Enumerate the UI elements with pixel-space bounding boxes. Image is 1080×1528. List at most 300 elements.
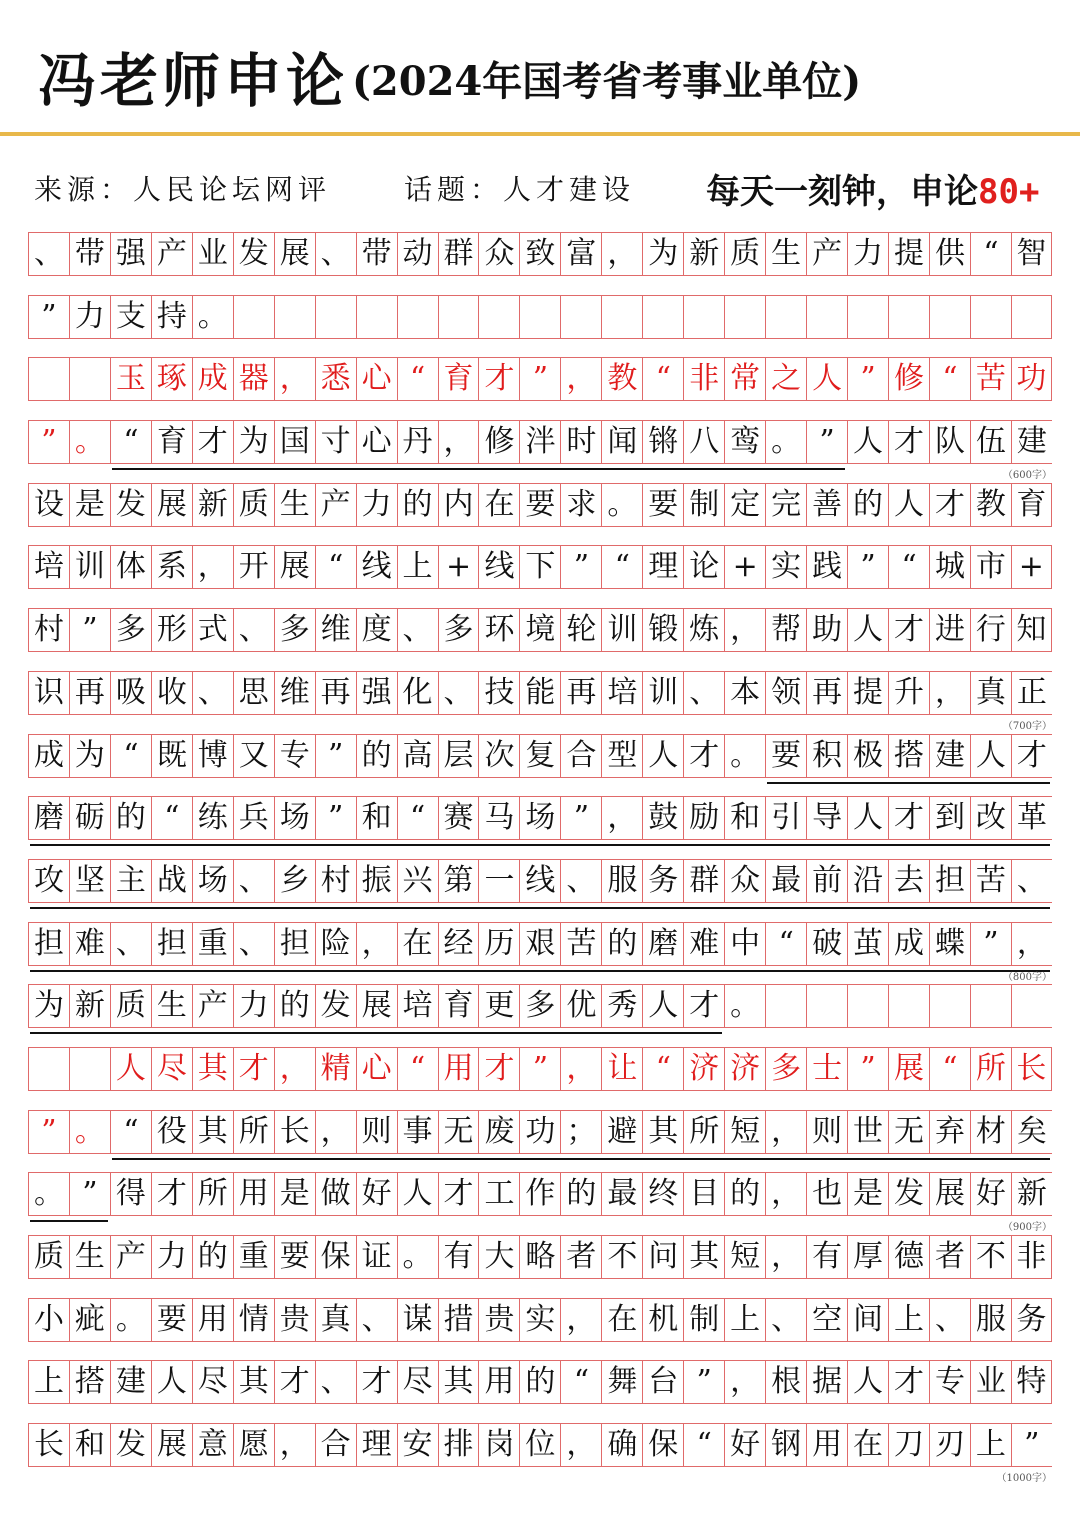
grid-cell [478,295,519,339]
grid-cell: 贵 [274,1298,315,1342]
grid-cell: 担 [929,859,970,903]
grid-cell: 导 [806,796,847,840]
grid-cell: 贵 [478,1298,519,1342]
grid-cell: 多 [110,608,151,652]
grid-cell: 问 [642,1235,683,1279]
grid-cell: 展 [356,984,397,1028]
word-count-marker: （600字） [1002,470,1052,482]
grid-cell: 所 [970,1047,1011,1091]
grid-cell: 的 [847,483,888,527]
grid-cell: 练 [192,796,233,840]
grid-cell: 改 [970,796,1011,840]
grid-cell [274,295,315,339]
grid-cell: ” [1011,1423,1052,1467]
grid-cell: 复 [519,734,560,778]
grid-cell: 、 [233,859,274,903]
grid-cell: 的 [397,483,438,527]
grid-cell: 排 [438,1423,479,1467]
grid-cell: 城 [929,545,970,589]
grid-cell: 、 [315,232,356,276]
grid-cell: 市 [970,545,1011,589]
grid-row [28,1235,1052,1279]
grid-cell: “ [151,796,192,840]
grid-cell: ” [315,734,356,778]
grid-cell: 苦 [560,922,601,966]
grid-cell: “ [642,357,683,401]
grid-cell: 次 [478,734,519,778]
grid-cell: 服 [601,859,642,903]
grid-row [28,1172,1052,1234]
grid-cell: 才 [683,984,724,1028]
grid-cell: 型 [601,734,642,778]
grid-cell: 砺 [69,796,110,840]
grid-cell: 要 [151,1298,192,1342]
grid-cell: 让 [601,1047,642,1091]
grid-cell: 岗 [478,1423,519,1467]
grid-cell [765,984,806,1028]
grid-cell: 济 [683,1047,724,1091]
grid-cell: 则 [356,1110,397,1154]
grid-cell: 磨 [28,796,69,840]
grid-cell: 前 [806,859,847,903]
grid-cell: 、 [560,859,601,903]
grid-cell: 和 [724,796,765,840]
grid-cell: 也 [806,1172,847,1216]
grid-cell: “ [560,1360,601,1404]
grid-cell: 刃 [929,1423,970,1467]
underline [112,1158,1050,1160]
grid-cell: 国 [274,420,315,464]
grid-cell: 励 [683,796,724,840]
grid-cell: “ [397,796,438,840]
grid-cell: ” [560,545,601,589]
grid-cell: 进 [929,608,970,652]
grid-cell: 大 [478,1235,519,1279]
grid-cell: 担 [151,922,192,966]
grid-cell: 去 [888,859,929,903]
grid-cell: 生 [274,483,315,527]
grid-cell: 。 [110,1298,151,1342]
grid-cell [69,1047,110,1091]
grid-cell: 、 [110,922,151,966]
grid-cell: 本 [724,671,765,715]
grid-cell: ， [601,232,642,276]
grid-cell: 的 [356,734,397,778]
grid-cell: 修 [888,357,929,401]
grid-cell: 最 [601,1172,642,1216]
grid-cell: 支 [110,295,151,339]
grid-cell: “ [929,357,970,401]
grid-cell: ” [28,420,69,464]
essay-grid [28,232,1052,1486]
grid-cell: ” [69,608,110,652]
grid-cell: ， [560,1298,601,1342]
grid-cell: 得 [110,1172,151,1216]
grid-cell: + [438,545,479,589]
grid-cell: 再 [315,671,356,715]
grid-cell: 真 [315,1298,356,1342]
grid-cell: 智 [1011,232,1052,276]
grid-cell: 上 [970,1423,1011,1467]
grid-cell: 实 [765,545,806,589]
grid-cell: 产 [110,1235,151,1279]
grid-cell: 工 [478,1172,519,1216]
grid-cell: 正 [1011,671,1052,715]
header [0,0,1080,134]
grid-cell: 搭 [69,1360,110,1404]
grid-cell: 带 [356,232,397,276]
grid-cell: 为 [28,984,69,1028]
grid-cell: “ [397,1047,438,1091]
grid-cell: 才 [929,483,970,527]
slogan [706,164,1039,213]
grid-cell: 。 [28,1172,69,1216]
grid-cell: 。 [724,984,765,1028]
grid-cell: 不 [601,1235,642,1279]
grid-cell [806,984,847,1028]
grid-cell: 论 [683,545,724,589]
grid-cell: 收 [151,671,192,715]
grid-row [28,545,1052,589]
grid-cell: 维 [315,608,356,652]
grid-cell: 展 [929,1172,970,1216]
grid-cell: ， [560,1423,601,1467]
grid-cell: 才 [888,796,929,840]
grid-row [28,922,1052,983]
grid-cell: 非 [1011,1235,1052,1279]
grid-cell: 役 [151,1110,192,1154]
grid-cell: 略 [519,1235,560,1279]
grid-cell: 重 [192,922,233,966]
grid-cell: 又 [233,734,274,778]
grid-cell: 、 [356,1298,397,1342]
grid-cell: 好 [356,1172,397,1216]
grid-cell: 质 [110,984,151,1028]
grid-cell: 育 [438,984,479,1028]
grid-cell: 鸾 [724,420,765,464]
grid-cell: “ [110,734,151,778]
grid-cell: 所 [233,1110,274,1154]
grid-cell: 、 [233,608,274,652]
grid-cell: 愿 [233,1423,274,1467]
grid-cell: 措 [438,1298,479,1342]
grid-cell: 求 [560,483,601,527]
grid-cell: 寸 [315,420,356,464]
grid-cell: 搭 [888,734,929,778]
grid-cell [929,984,970,1028]
grid-cell: 担 [28,922,69,966]
grid-cell: 人 [847,1360,888,1404]
grid-cell: 兴 [397,859,438,903]
header-divider [0,132,1080,136]
grid-cell: 才 [151,1172,192,1216]
grid-cell: “ [315,545,356,589]
grid-cell: “ [601,545,642,589]
word-count-marker: （1000字） [996,1473,1052,1485]
grid-cell: 的 [560,1172,601,1216]
grid-cell: 的 [601,922,642,966]
grid-cell: 经 [438,922,479,966]
grid-cell: ， [192,545,233,589]
grid-cell: 下 [519,545,560,589]
grid-cell: 产 [806,232,847,276]
grid-cell: + [1011,545,1052,589]
grid-cell: 、 [397,608,438,652]
grid-cell: ， [724,608,765,652]
grid-cell: 难 [69,922,110,966]
grid-cell: 建 [1011,420,1052,464]
grid-cell: 、 [929,1298,970,1342]
grid-row [28,1360,1052,1404]
grid-cell: 场 [519,796,560,840]
grid-cell: 常 [724,357,765,401]
grid-cell: 产 [151,232,192,276]
grid-cell: 博 [192,734,233,778]
grid-cell: 展 [274,232,315,276]
grid-cell: ， [765,1235,806,1279]
grid-cell: 安 [397,1423,438,1467]
grid-cell: 和 [69,1423,110,1467]
grid-cell: 沿 [847,859,888,903]
grid-cell: “ [683,1423,724,1467]
grid-cell: 破 [806,922,847,966]
grid-cell: 长 [1011,1047,1052,1091]
grid-cell: 展 [274,545,315,589]
grid-row [28,357,1052,401]
grid-cell: 群 [683,859,724,903]
grid-cell: 钢 [765,1423,806,1467]
grid-cell: 有 [438,1235,479,1279]
grid-cell: 好 [970,1172,1011,1216]
topic-label: 话题：人才建设 [404,173,636,206]
grid-cell: 系 [151,545,192,589]
grid-cell: “ [110,1110,151,1154]
grid-cell: 帮 [765,608,806,652]
grid-cell: 人 [888,483,929,527]
grid-cell: 展 [151,1423,192,1467]
grid-cell: 。 [724,734,765,778]
grid-cell: 的 [519,1360,560,1404]
grid-cell: ” [69,1172,110,1216]
grid-cell: 、 [1011,859,1052,903]
grid-cell: 锻 [642,608,683,652]
grid-cell [560,295,601,339]
grid-cell: 用 [192,1298,233,1342]
grid-cell: 多 [765,1047,806,1091]
grid-cell: 材 [970,1110,1011,1154]
grid-cell: 其 [192,1110,233,1154]
grid-cell: 尽 [397,1360,438,1404]
source-label: 来源：人民论坛网评 [34,173,332,206]
grid-cell: 士 [806,1047,847,1091]
grid-cell: 不 [970,1235,1011,1279]
grid-cell: 要 [642,483,683,527]
grid-cell: 村 [28,608,69,652]
grid-cell: 矣 [1011,1110,1052,1154]
grid-cell: 上 [28,1360,69,1404]
grid-cell: ” [28,1110,69,1154]
grid-cell: 修 [478,420,519,464]
grid-cell: 目 [683,1172,724,1216]
grid-cell: 情 [233,1298,274,1342]
grid-cell: 理 [356,1423,397,1467]
grid-cell: ， [438,420,479,464]
grid-cell: 生 [765,232,806,276]
grid-cell: 制 [683,483,724,527]
grid-cell: 业 [970,1360,1011,1404]
grid-cell: 心 [356,1047,397,1091]
grid-cell: + [724,545,765,589]
grid-cell: 务 [1011,1298,1052,1342]
grid-cell: 要 [765,734,806,778]
grid-cell: 体 [110,545,151,589]
grid-cell: ， [765,1172,806,1216]
grid-cell: 生 [69,1235,110,1279]
grid-cell: ， [929,671,970,715]
grid-cell: 强 [356,671,397,715]
grid-cell: 鼓 [642,796,683,840]
underline [767,782,1050,784]
grid-cell: 其 [233,1360,274,1404]
grid-cell: 德 [888,1235,929,1279]
grid-cell: 层 [438,734,479,778]
grid-cell: 思 [233,671,274,715]
grid-cell: 众 [478,232,519,276]
grid-cell: 尽 [151,1047,192,1091]
grid-cell: 用 [806,1423,847,1467]
grid-cell: 心 [356,357,397,401]
grid-cell [69,357,110,401]
grid-cell: 村 [315,859,356,903]
grid-cell: 重 [233,1235,274,1279]
grid-cell: 伍 [970,420,1011,464]
grid-cell [28,357,69,401]
grid-cell: 制 [683,1298,724,1342]
grid-cell: 人 [151,1360,192,1404]
grid-cell: 助 [806,608,847,652]
underline [30,907,1050,909]
word-count-marker: （700字） [1002,720,1052,732]
grid-cell: 才 [478,357,519,401]
grid-cell: “ [888,545,929,589]
slogan-score: 80+ [978,172,1040,212]
grid-cell [1011,984,1052,1028]
grid-row [28,796,1052,840]
grid-row [28,734,1052,778]
grid-cell: 的 [110,796,151,840]
grid-cell: 才 [192,420,233,464]
grid-cell: 小 [28,1298,69,1342]
grid-cell [765,295,806,339]
grid-cell: 用 [233,1172,274,1216]
grid-cell: 心 [356,420,397,464]
grid-cell: 到 [929,796,970,840]
grid-cell: 完 [765,483,806,527]
grid-cell: 境 [519,608,560,652]
grid-cell: 成 [28,734,69,778]
grid-cell: 才 [683,734,724,778]
grid-cell [970,295,1011,339]
grid-cell: 专 [274,734,315,778]
grid-cell: 群 [438,232,479,276]
grid-cell: 。 [765,420,806,464]
grid-cell: 建 [929,734,970,778]
grid-cell: 善 [806,483,847,527]
grid-cell: 高 [397,734,438,778]
grid-cell: 力 [847,232,888,276]
grid-cell: 短 [724,1235,765,1279]
grid-cell [683,295,724,339]
grid-row [28,483,1052,527]
grid-cell [601,295,642,339]
grid-cell: ” [519,1047,560,1091]
grid-row [28,1298,1052,1342]
grid-cell: 发 [888,1172,929,1216]
grid-cell: “ [765,922,806,966]
grid-cell: 人 [847,420,888,464]
grid-cell: 锵 [642,420,683,464]
grid-cell: 人 [806,357,847,401]
grid-cell: 既 [151,734,192,778]
grid-cell [1011,295,1052,339]
grid-cell: ， [274,1423,315,1467]
grid-cell: 线 [519,859,560,903]
grid-cell: 产 [192,984,233,1028]
grid-cell: 间 [847,1298,888,1342]
grid-cell: 线 [356,545,397,589]
grid-cell: 乡 [274,859,315,903]
grid-cell: 践 [806,545,847,589]
grid-cell: 兵 [233,796,274,840]
grid-cell: 有 [806,1235,847,1279]
grid-cell: 保 [642,1423,683,1467]
grid-cell: 力 [151,1235,192,1279]
grid-cell: ， [560,1047,601,1091]
grid-cell: 人 [110,1047,151,1091]
grid-cell: 振 [356,859,397,903]
grid-cell: 器 [233,357,274,401]
grid-row [28,232,1052,276]
grid-cell: 非 [683,357,724,401]
grid-cell: 终 [642,1172,683,1216]
grid-cell: 事 [397,1110,438,1154]
grid-cell: 供 [929,232,970,276]
grid-row [28,295,1052,339]
grid-cell: ， [356,922,397,966]
word-count-marker: （800字） [1002,971,1052,983]
grid-cell: 力 [69,295,110,339]
grid-cell [28,1047,69,1091]
grid-cell: 才 [1011,734,1052,778]
grid-cell: 要 [519,483,560,527]
grid-cell [315,295,356,339]
grid-cell: 其 [192,1047,233,1091]
grid-cell: 多 [438,608,479,652]
grid-cell: 秀 [601,984,642,1028]
grid-cell: 根 [765,1360,806,1404]
grid-cell [397,295,438,339]
grid-cell: 空 [806,1298,847,1342]
grid-cell: 维 [274,671,315,715]
grid-cell: 所 [192,1172,233,1216]
grid-cell: 第 [438,859,479,903]
grid-cell: “ [397,357,438,401]
underline [30,844,1050,846]
grid-row [28,671,1052,732]
grid-cell: 专 [929,1360,970,1404]
grid-cell: 。 [192,295,233,339]
grid-cell: ， [1011,922,1052,966]
